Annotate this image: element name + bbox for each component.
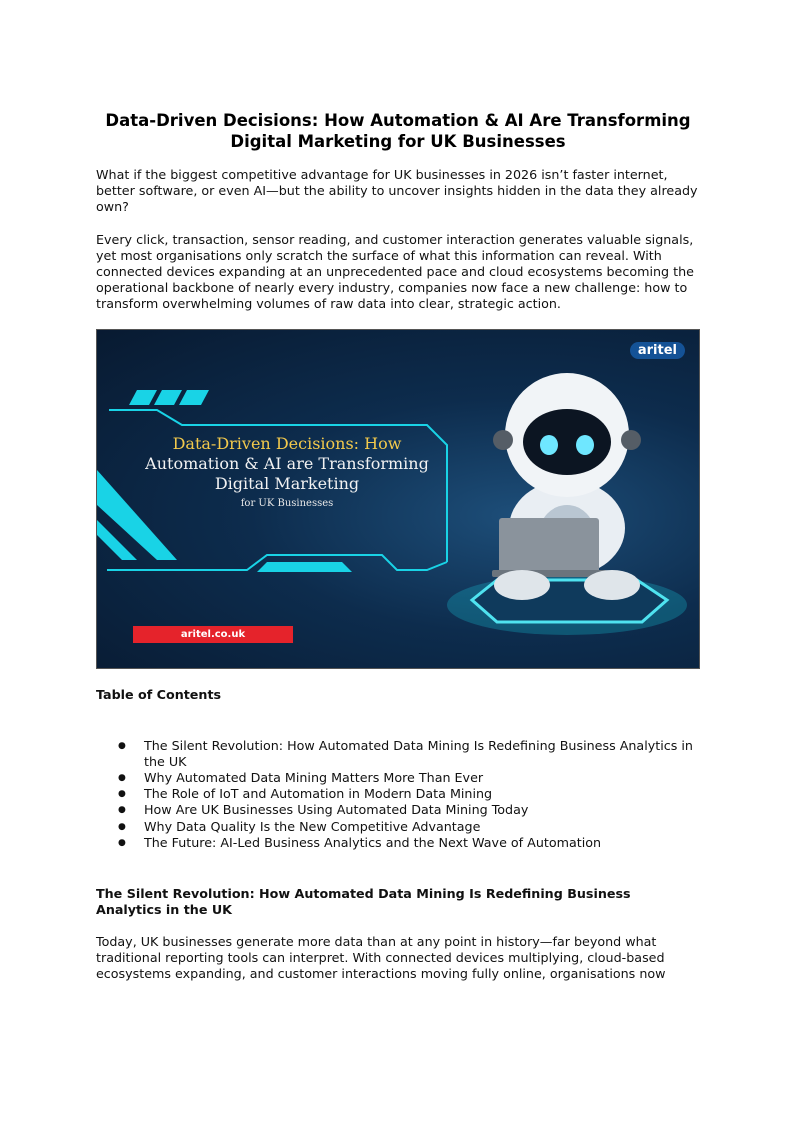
hero-url-badge: aritel.co.uk xyxy=(133,626,293,643)
hero-stripe-3 xyxy=(179,390,209,405)
toc-item[interactable]: ● Why Automated Data Mining Matters More Than Ever xyxy=(96,770,700,786)
toc-item[interactable]: ● Why Data Quality Is the New Competitive Advantage xyxy=(96,819,700,835)
intro-paragraph-1: What if the biggest competitive advantage for UK businesses in 2026 isn’t faster internet, better software, or even AI—but the ability to uncover insights hidden in the data they already own? xyxy=(96,167,698,215)
hero-stripe-2 xyxy=(154,390,182,405)
section-paragraph: Today, UK businesses generate more data than at any point in history—far beyond what traditional reporting tools can interpret. With connected devices multiplying, cloud-based ecosystems expanding, and customer interactions moving fully online, organisations now xyxy=(96,934,666,982)
robot-laptop xyxy=(499,518,599,574)
robot-eye-right xyxy=(576,435,594,455)
hero-title xyxy=(117,434,457,494)
hero-title-line-3: Digital Marketing xyxy=(214,473,360,493)
toc-item[interactable]: ● The Silent Revolution: How Automated Data Mining Is Redefining Business Analytics in the UK xyxy=(96,738,700,770)
robot-leg-right xyxy=(584,570,640,600)
document-page xyxy=(96,110,700,999)
robot-leg-left xyxy=(494,570,550,600)
toc-item[interactable]: ● The Future: AI-Led Business Analytics and the Next Wave of Automation xyxy=(96,835,700,851)
hero-title-line-1: Data-Driven Decisions: How xyxy=(172,433,402,453)
toc-item[interactable]: ● How Are UK Businesses Using Automated Data Mining Today xyxy=(96,802,700,818)
hero-bottom-bar-1 xyxy=(257,562,352,572)
robot-ear-left xyxy=(493,430,513,450)
aritel-logo: aritel xyxy=(630,342,685,359)
hero-subtitle: for UK Businesses xyxy=(240,497,334,509)
robot-ear-right xyxy=(621,430,641,450)
toc-heading: Table of Contents xyxy=(96,686,222,702)
toc-item[interactable]: ● The Role of IoT and Automation in Modern Data Mining xyxy=(96,786,700,802)
hero-title-line-2: Automation & AI are Transforming xyxy=(145,453,429,473)
hero-stripe-1 xyxy=(129,390,157,405)
section-heading: The Silent Revolution: How Automated Data Mining Is Redefining Business Analytics in the UK xyxy=(96,886,631,918)
robot-face xyxy=(523,409,611,475)
hero-banner-image xyxy=(96,329,700,669)
intro-paragraph-2: Every click, transaction, sensor reading, and customer interaction generates valuable signals, yet most organisations only scratch the surface of what this information can reveal. With connected devices expanding at an unprecedented pace and cloud ecosystems becoming the operational backbone of nearly every industry, companies now face a new challenge: how to transform overwhelming volumes of raw data into clear, strategic action. xyxy=(96,231,694,312)
toc-list xyxy=(96,738,700,851)
document-title: Data-Driven Decisions: How Automation & AI Are Transforming Digital Marketing for UK Businesses xyxy=(105,111,691,151)
robot-eye-left xyxy=(540,435,558,455)
